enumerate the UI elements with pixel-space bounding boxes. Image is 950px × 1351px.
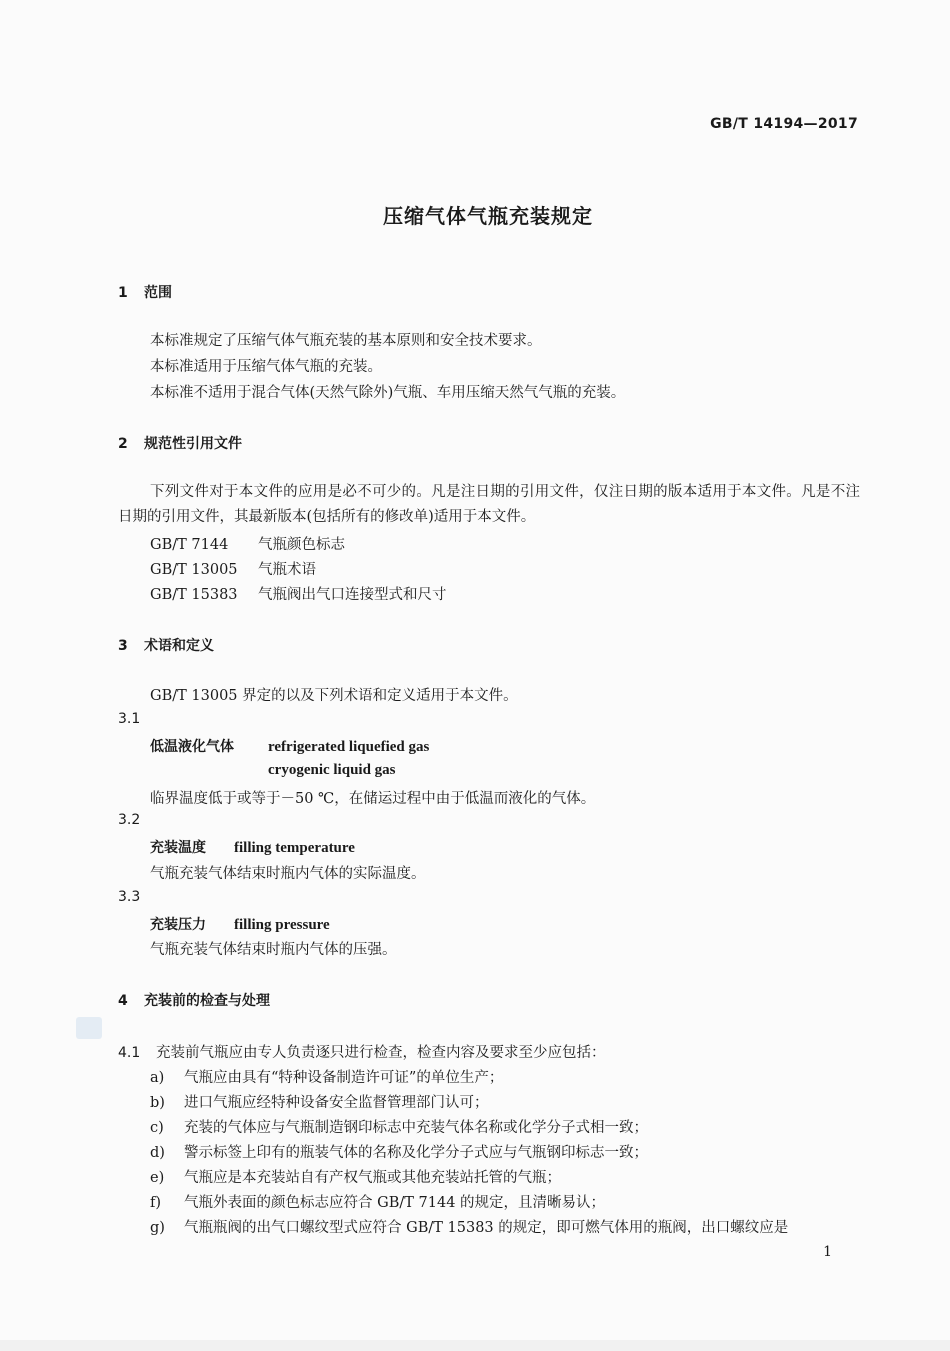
paragraph: 本标准规定了压缩气体气瓶充装的基本原则和安全技术要求。 <box>150 333 542 349</box>
list-text: 气瓶外表面的颜色标志应符合 GB/T 7144 的规定，且清晰易认； <box>184 1195 606 1211</box>
scan-mark <box>76 1017 102 1039</box>
section-title: 范围 <box>144 285 172 301</box>
list-text: 充装的气体应与气瓶制造钢印标志中充装气体名称或化学分子式相一致； <box>184 1120 648 1136</box>
reference-item <box>150 533 345 554</box>
section-2-heading <box>118 433 242 453</box>
list-label: b) <box>150 1095 165 1111</box>
reference-code: GB/T 7144 <box>150 537 229 553</box>
term-number: 3.1 <box>118 711 141 727</box>
list-item <box>150 1141 648 1162</box>
list-text: 气瓶瓶阀的出气口螺纹型式应符合 GB/T 15383 的规定，即可燃气体用的瓶阀，出口螺纹应是 <box>184 1220 789 1236</box>
section-title: 充装前的检查与处理 <box>144 993 270 1009</box>
term-entry <box>150 837 355 857</box>
section-number: 1 <box>118 285 128 301</box>
paragraph: 本标准适用于压缩气体气瓶的充装。 <box>150 359 382 375</box>
page-bottom-edge <box>0 1340 950 1351</box>
reference-title: 气瓶阀出气口连接型式和尺寸 <box>258 587 447 603</box>
term-chinese: 低温液化气体 <box>150 739 234 755</box>
term-english: filling pressure <box>234 917 330 933</box>
term-number: 3.2 <box>118 812 141 828</box>
list-label: c) <box>150 1120 164 1136</box>
term-definition: 气瓶充装气体结束时瓶内气体的实际温度。 <box>150 866 426 882</box>
section-number: 3 <box>118 638 128 654</box>
section-title: 规范性引用文件 <box>144 436 242 452</box>
term-definition: 临界温度低于或等于－50 ℃，在储运过程中由于低温而液化的气体。 <box>150 791 596 807</box>
reference-title: 气瓶颜色标志 <box>258 537 345 553</box>
list-item <box>150 1066 503 1087</box>
clause-4-1 <box>118 1041 606 1062</box>
standard-code: GB/T 14194—2017 <box>710 116 858 132</box>
section-1-heading <box>118 282 172 302</box>
term-chinese: 充装温度 <box>150 840 206 856</box>
reference-item <box>150 583 447 604</box>
paragraph: 下列文件对于本文件的应用是必不可少的。凡是注日期的引用文件，仅注日期的版本适用于本文件。凡是不注日期的引用文件，其最新版本(包括所有的修改单)适用于本文件。 <box>118 484 860 525</box>
list-text: 气瓶应是本充装站自有产权气瓶或其他充装站托管的气瓶； <box>184 1170 561 1186</box>
reference-code: GB/T 13005 <box>150 562 238 578</box>
section-number: 2 <box>118 436 128 452</box>
list-label: a) <box>150 1070 165 1086</box>
section-number: 4 <box>118 993 128 1009</box>
list-label: d) <box>150 1145 165 1161</box>
list-item <box>150 1216 788 1237</box>
list-text: 气瓶应由具有“特种设备制造许可证”的单位生产； <box>184 1070 504 1086</box>
term-english-alternate: cryogenic liquid gas <box>268 762 396 778</box>
reference-item <box>150 558 316 579</box>
term-entry <box>150 736 429 756</box>
paragraph: 本标准不适用于混合气体(天然气除外)气瓶、车用压缩天然气气瓶的充装。 <box>150 385 626 401</box>
clause-number: 4.1 <box>118 1045 141 1061</box>
document-title: 压缩气体气瓶充装规定 <box>383 204 593 228</box>
list-label: f) <box>150 1195 162 1211</box>
clause-text: 充装前气瓶应由专人负责逐只进行检查，检查内容及要求至少应包括： <box>156 1045 606 1061</box>
list-item <box>150 1116 648 1137</box>
list-label: e) <box>150 1170 165 1186</box>
term-number: 3.3 <box>118 889 141 905</box>
list-text: 进口气瓶应经特种设备安全监督管理部门认可； <box>184 1095 489 1111</box>
reference-title: 气瓶术语 <box>258 562 316 578</box>
list-item <box>150 1166 561 1187</box>
list-label: g) <box>150 1220 165 1236</box>
term-entry <box>150 914 330 934</box>
reference-code: GB/T 15383 <box>150 587 238 603</box>
list-text: 警示标签上印有的瓶装气体的名称及化学分子式应与气瓶钢印标志一致； <box>184 1145 648 1161</box>
list-item <box>150 1091 489 1112</box>
list-item <box>150 1191 605 1212</box>
term-english: refrigerated liquefied gas <box>268 739 430 755</box>
term-chinese: 充装压力 <box>150 917 206 933</box>
section-title: 术语和定义 <box>144 638 214 654</box>
section-3-heading <box>118 635 214 655</box>
page-number: 1 <box>823 1244 832 1260</box>
term-english: filling temperature <box>234 840 355 856</box>
term-definition: 气瓶充装气体结束时瓶内气体的压强。 <box>150 942 397 958</box>
paragraph: GB/T 13005 界定的以及下列术语和定义适用于本文件。 <box>150 688 518 704</box>
section-4-heading <box>118 990 270 1010</box>
